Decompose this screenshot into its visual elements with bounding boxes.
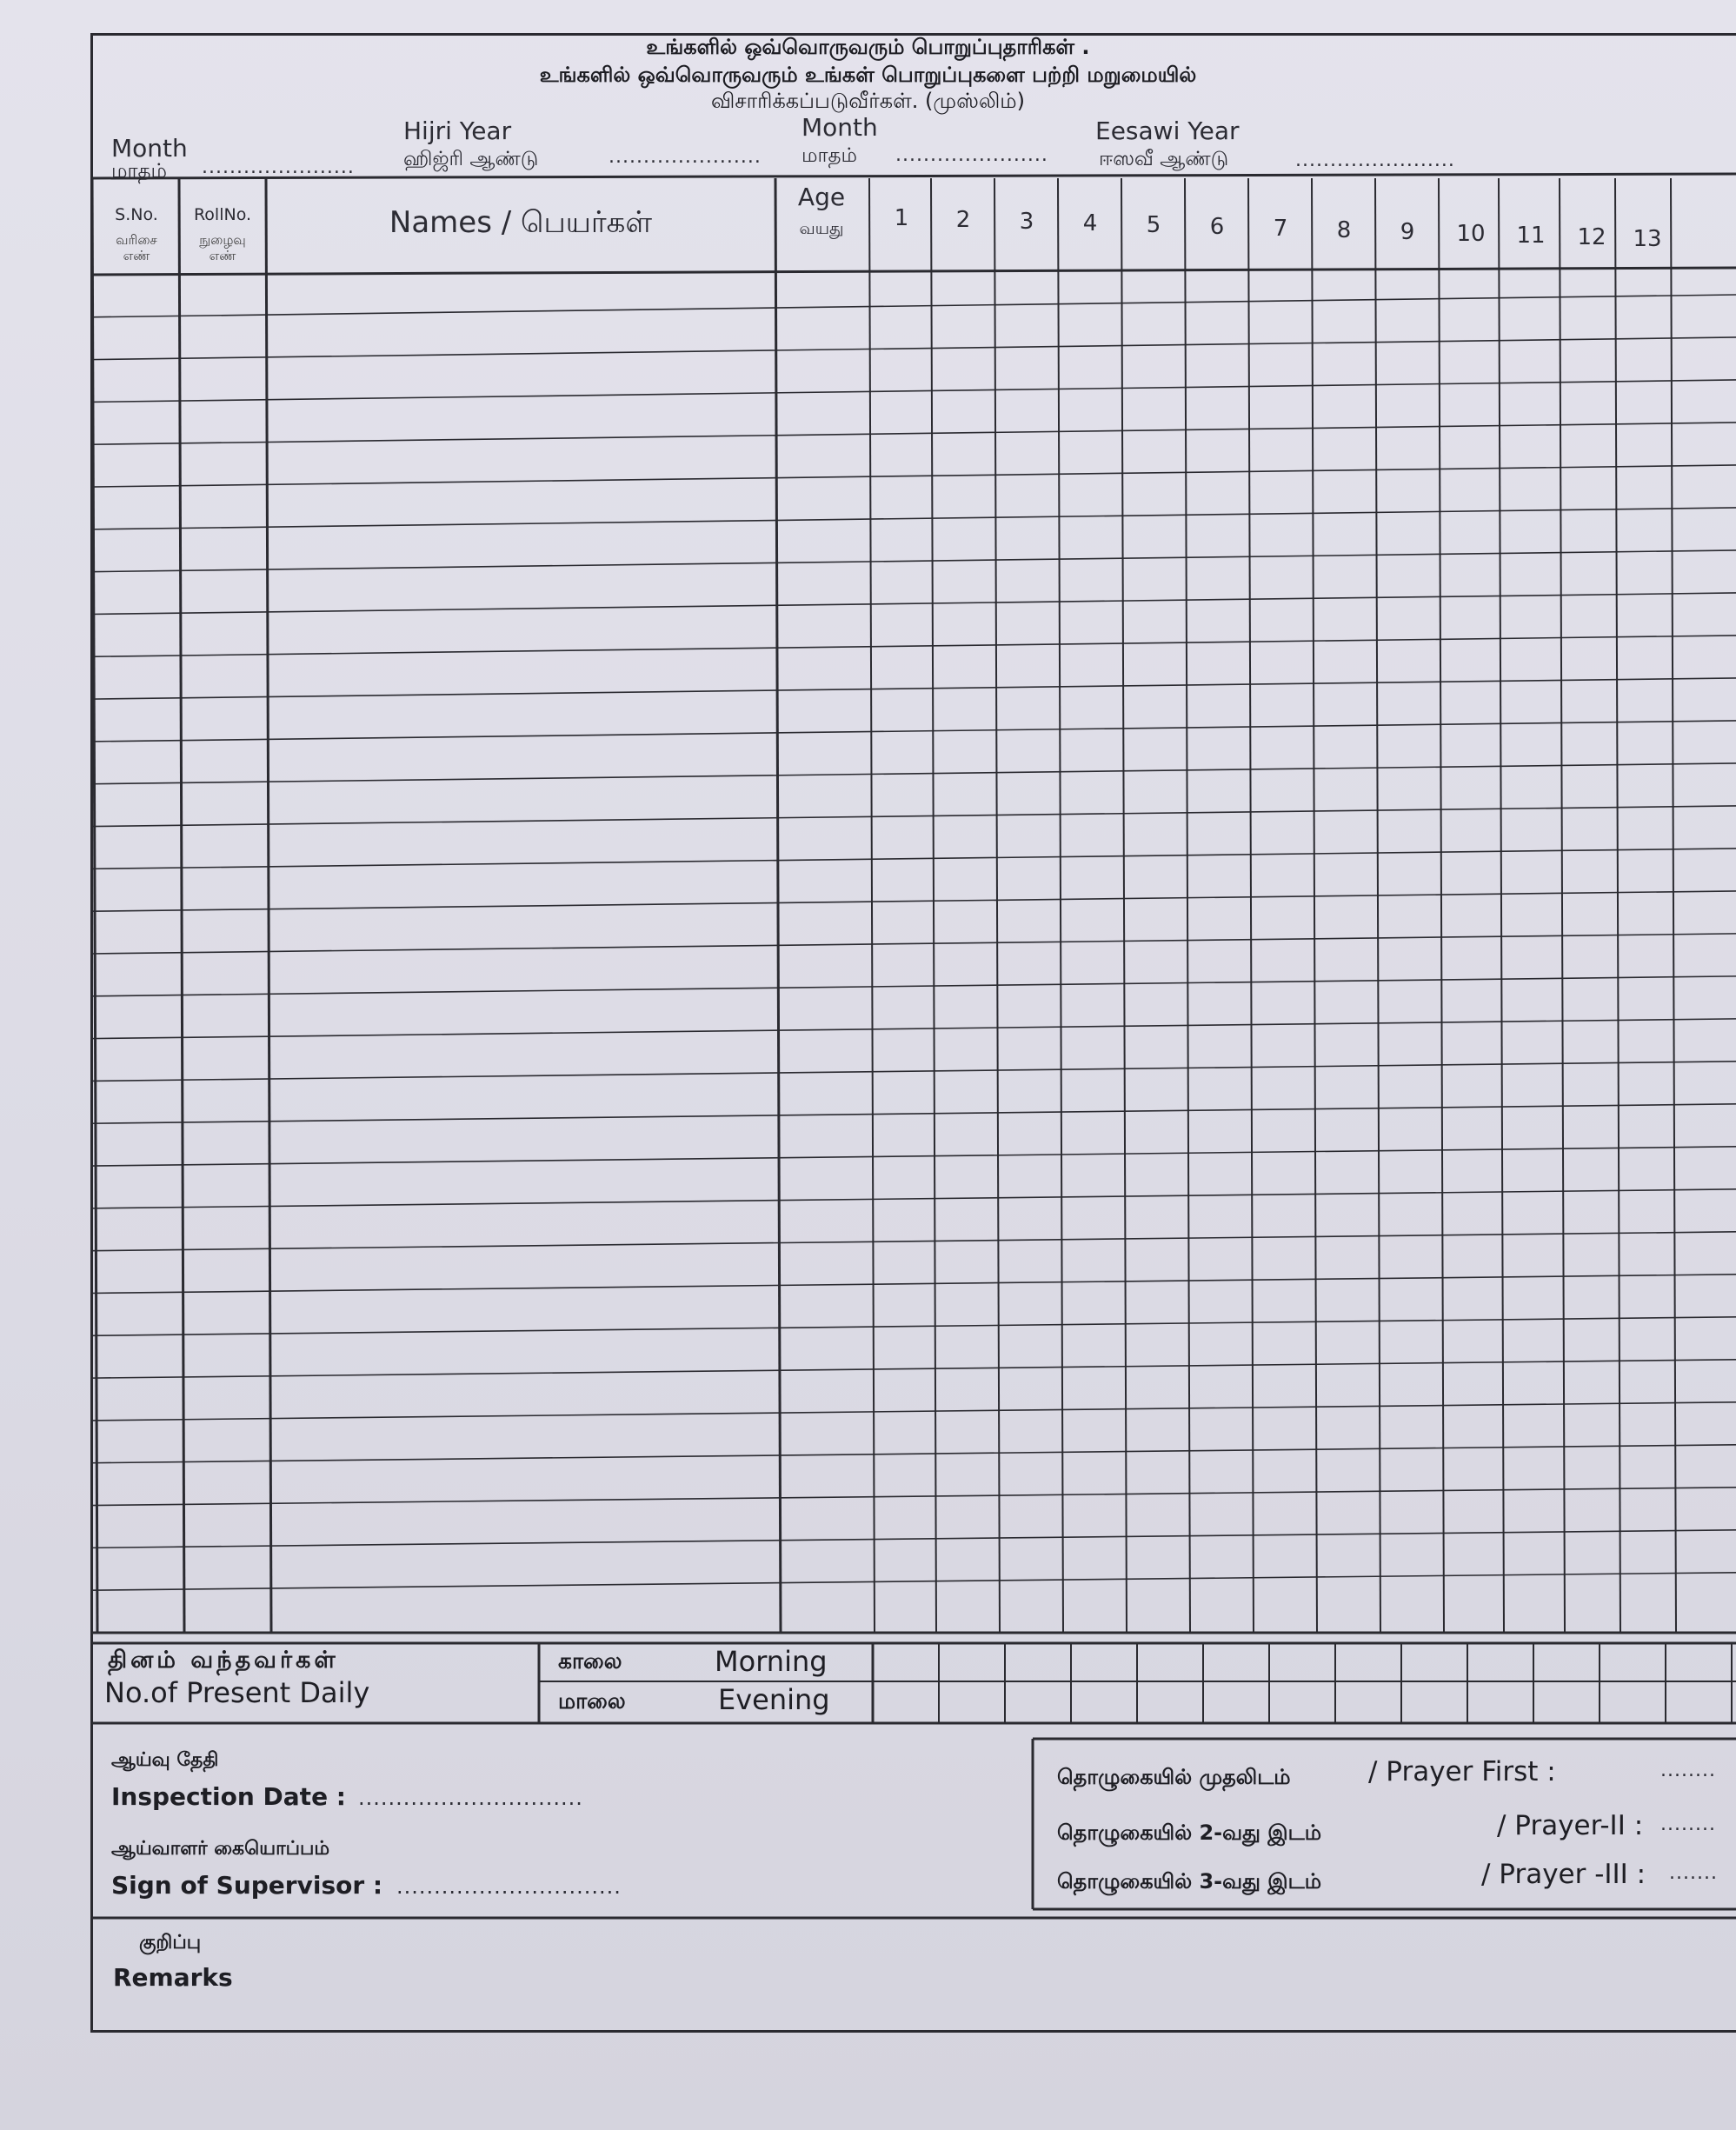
month-label-ta: மாதம் — [111, 160, 168, 183]
column-line — [869, 178, 875, 1633]
remarks-label-en[interactable]: Remarks — [113, 1963, 233, 1992]
row-line — [90, 1573, 1736, 1590]
day-header-10: 10 — [1456, 221, 1486, 247]
day-header-7: 7 — [1273, 216, 1288, 242]
column-line — [1439, 178, 1444, 1633]
row-line — [90, 1402, 1736, 1421]
row-line — [90, 1275, 1736, 1294]
column-line — [179, 178, 184, 1633]
row-line — [90, 423, 1736, 444]
inspection-date-label-ta: ஆய்வு தேதி — [111, 1749, 219, 1771]
row-line — [90, 678, 1736, 699]
row-line — [90, 636, 1736, 656]
month-label-en: Month — [111, 134, 188, 163]
column-line — [1671, 178, 1676, 1633]
prayer-third-label-en: / Prayer -III : — [1481, 1859, 1646, 1890]
column-line — [1248, 178, 1254, 1633]
column-line — [1499, 178, 1504, 1633]
prayer-second-label-ta: தொழுகையில் 2-வது இடம் — [1057, 1820, 1322, 1845]
row-line — [90, 976, 1736, 996]
day-header-13: 13 — [1633, 226, 1662, 252]
column-line — [266, 178, 271, 1633]
prayer-second-label-en: / Prayer-II : — [1497, 1810, 1644, 1841]
inspection-date-label-en: Inspection Date : — [111, 1782, 347, 1811]
day-header-5: 5 — [1146, 212, 1161, 238]
col-header-sno-ta2: எண் — [123, 248, 150, 263]
morning-label-ta: காலை — [558, 1648, 622, 1674]
inspection-date-field[interactable]: .............................. — [358, 1786, 583, 1810]
month2-field[interactable]: ...................... — [895, 144, 1048, 166]
supervisor-sign-label-ta: ஆய்வாளர் கையொப்பம் — [111, 1838, 330, 1860]
col-header-sno: S.No. — [115, 205, 158, 224]
prayer-first-label-en: / Prayer First : — [1368, 1756, 1556, 1787]
col-header-rollno-ta2: எண் — [209, 248, 236, 263]
heading-line-2: உங்களில் ஒவ்வொருவரும் உங்கள் பொறுப்புகளை பற்றி மறுமையில் — [539, 63, 1197, 87]
day-header-12: 12 — [1577, 224, 1606, 250]
day-header-4: 4 — [1082, 210, 1098, 236]
row-line — [90, 1445, 1736, 1463]
col-header-sno-ta1: வரிசை — [116, 232, 157, 248]
day-header-9: 9 — [1400, 219, 1415, 245]
supervisor-sign-label-en: Sign of Supervisor : — [111, 1871, 383, 1900]
heading-line-3: விசாரிக்கப்படுவீர்கள். (முஸ்லிம்) — [711, 89, 1025, 113]
hijri-year-field[interactable]: ...................... — [609, 146, 762, 168]
col-header-rollno-ta1: நுழைவு — [199, 232, 246, 248]
row-line — [90, 891, 1736, 911]
column-line — [1375, 178, 1380, 1633]
header-divider — [90, 174, 1736, 178]
remarks-label-ta: குறிப்பு — [139, 1932, 202, 1954]
hijri-year-label-ta: ஹிஜ்ரி ஆண்டு — [403, 148, 539, 170]
row-line — [90, 1189, 1736, 1208]
hijri-year-label-en: Hijri Year — [403, 116, 512, 145]
col-header-age-ta: வயது — [799, 219, 844, 238]
row-line — [90, 337, 1736, 360]
supervisor-sign-field[interactable]: .............................. — [396, 1874, 622, 1899]
row-line — [90, 550, 1736, 572]
row-line — [90, 465, 1736, 487]
row-line — [90, 1104, 1736, 1123]
present-daily-label-en: No.of Present Daily — [104, 1676, 370, 1709]
row-line — [90, 1317, 1736, 1336]
row-line — [90, 934, 1736, 954]
row-line — [90, 1488, 1736, 1506]
day-header-3: 3 — [1019, 209, 1034, 235]
present-daily-label-ta: தினம் வந்தவர்கள் — [108, 1647, 339, 1674]
month2-label-en: Month — [801, 113, 878, 142]
evening-label-en: Evening — [718, 1683, 830, 1716]
row-line — [90, 1360, 1736, 1378]
morning-label-en: Morning — [715, 1645, 828, 1678]
row-line — [90, 1232, 1736, 1251]
day-header-8: 8 — [1336, 217, 1352, 243]
column-line — [775, 178, 781, 1633]
column-line — [1185, 178, 1190, 1633]
row-line — [90, 593, 1736, 615]
column-line — [1312, 178, 1317, 1633]
heading-line-1: உங்களில் ஒவ்வொருவரும் பொறுப்புதாரிகள் . — [646, 35, 1090, 59]
row-line — [90, 1062, 1736, 1082]
column-line — [1121, 178, 1127, 1633]
eesawi-year-label-en: Eesawi Year — [1095, 116, 1240, 145]
row-line — [90, 721, 1736, 742]
column-line — [931, 178, 936, 1633]
day-header-6: 6 — [1209, 214, 1225, 240]
column-line — [1560, 178, 1565, 1633]
column-line — [92, 178, 97, 1633]
prayer-second-field[interactable]: ........ — [1660, 1814, 1716, 1835]
row-line — [90, 508, 1736, 529]
evening-label-ta: மாலை — [558, 1688, 626, 1714]
row-line — [90, 763, 1736, 784]
day-header-1: 1 — [894, 205, 909, 231]
row-line — [90, 1147, 1736, 1166]
prayer-first-field[interactable]: ........ — [1660, 1760, 1716, 1781]
eesawi-year-label-ta: ஈஸவீ ஆண்டு — [1099, 148, 1229, 170]
prayer-first-label-ta: தொழுகையில் முதலிடம் — [1057, 1765, 1291, 1789]
day-header-2: 2 — [955, 207, 971, 233]
row-line — [90, 849, 1736, 869]
row-line — [90, 295, 1736, 317]
col-header-rollno: RollNo. — [193, 205, 252, 224]
month2-label-ta: மாதம் — [801, 144, 858, 167]
prayer-third-field[interactable]: ....... — [1669, 1862, 1718, 1884]
month-field[interactable]: ...................... — [202, 156, 355, 178]
header-bottom — [90, 268, 1736, 275]
row-line — [90, 1530, 1736, 1548]
col-header-age: Age — [797, 183, 846, 211]
column-line — [1058, 178, 1063, 1633]
day-header-11: 11 — [1516, 223, 1546, 249]
row-line — [90, 806, 1736, 827]
col-header-names: Names / பெயர்கள் — [389, 205, 653, 240]
prayer-third-label-ta: தொழுகையில் 3-வது இடம் — [1057, 1869, 1322, 1894]
row-line — [90, 380, 1736, 402]
column-line — [1615, 178, 1620, 1633]
row-line — [90, 1019, 1736, 1039]
eesawi-year-field[interactable]: ....................... — [1295, 150, 1455, 171]
column-line — [994, 178, 1000, 1633]
